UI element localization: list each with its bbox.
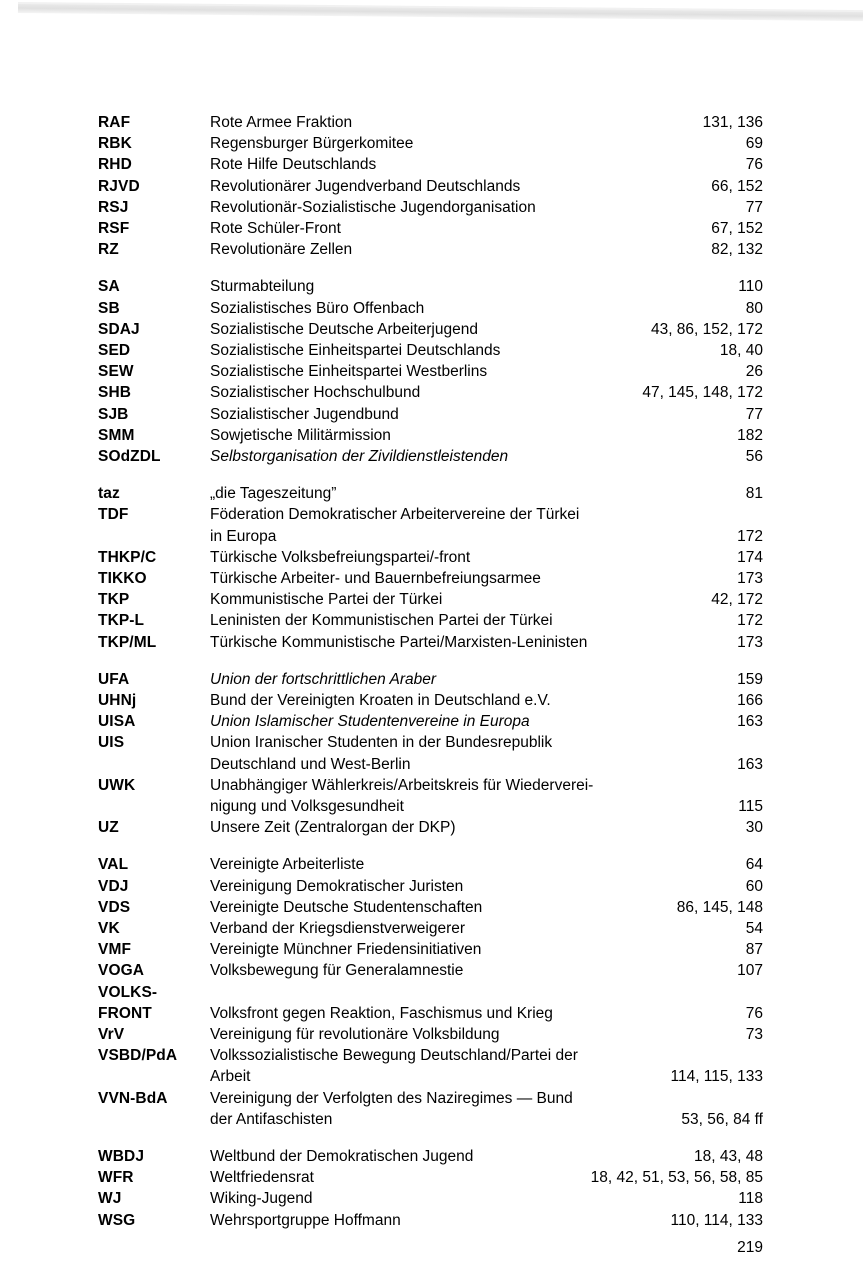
entry-page-numbers: 81 — [745, 485, 763, 503]
entry-abbreviation: SEW — [98, 363, 134, 381]
entry-page-numbers: 66, 152 — [711, 177, 763, 195]
index-entry — [0, 218, 867, 239]
entry-abbreviation: RBK — [98, 135, 132, 153]
entry-page-numbers: 77 — [745, 198, 763, 216]
entry-description: Rote Schüler-Front — [210, 220, 341, 237]
entry-page-numbers: 77 — [745, 405, 763, 423]
entry-description: Sozialistische Deutsche Arbeiterjugend — [210, 320, 478, 338]
entry-abbreviation: TKP — [98, 591, 130, 609]
entry-page-numbers: 159 — [737, 670, 763, 688]
entry-abbreviation: WSG — [98, 1211, 136, 1229]
entry-abbreviation: THKP/C — [98, 548, 157, 566]
entry-abbreviation: SDAJ — [98, 320, 140, 338]
index-entry — [0, 1066, 867, 1087]
index-entry — [0, 589, 867, 610]
entry-abbreviation: VAL — [98, 856, 129, 874]
entry-abbreviation: FRONT — [98, 1004, 152, 1022]
entry-page-numbers: 53, 56, 84 ff — [681, 1110, 763, 1128]
index-entry — [0, 876, 867, 897]
entry-description: Weltbund der Demokratischen Jugend — [210, 1148, 474, 1165]
index-entry — [0, 483, 867, 504]
page-folio: 219 — [737, 1239, 763, 1256]
entry-abbreviation: VK — [98, 920, 120, 937]
entry-description: Vereinigung Demokratischer Juristen — [210, 877, 464, 895]
index-entry — [0, 669, 867, 690]
index-entry — [0, 732, 867, 753]
entry-page-numbers: 67, 152 — [711, 220, 763, 237]
entry-description: Unsere Zeit (Zentralorgan der DKP) — [210, 819, 456, 837]
entry-abbreviation: SMM — [98, 426, 135, 444]
entry-description: in Europa — [210, 527, 277, 545]
entry-page-numbers: 76 — [745, 156, 763, 174]
entry-description: Leninisten der Kommunistischen Partei der Türkei — [210, 612, 553, 630]
scan-edge-band — [18, 4, 863, 21]
index-entry — [0, 133, 867, 154]
index-entry — [0, 897, 867, 918]
entry-description: Deutschland und West-Berlin — [210, 755, 411, 773]
entry-description: Weltfriedensrat — [210, 1169, 314, 1187]
entry-page-numbers: 30 — [745, 819, 763, 837]
index-entry — [0, 610, 867, 631]
entry-description: Sturmabteilung — [210, 278, 315, 296]
index-entry — [0, 568, 867, 589]
entry-description: Union Islamischer Studentenvereine in Europa — [210, 713, 530, 731]
index-entry — [0, 446, 867, 467]
entry-abbreviation: RJVD — [98, 177, 140, 195]
entry-description: Rote Armee Fraktion — [210, 114, 353, 131]
index-entry — [0, 960, 867, 981]
entry-page-numbers: 86, 145, 148 — [676, 898, 763, 916]
index-entry — [0, 197, 867, 218]
index-entry — [0, 1146, 867, 1167]
entry-description: Sozialistischer Hochschulbund — [210, 384, 421, 402]
entry-page-numbers: 172 — [737, 612, 763, 630]
entry-abbreviation: WJ — [98, 1190, 122, 1208]
index-entry — [0, 711, 867, 732]
entry-description: Wiking-Jugend — [210, 1190, 313, 1208]
entry-page-numbers: 56 — [745, 448, 763, 465]
entry-abbreviation: SB — [98, 299, 120, 317]
entry-abbreviation: SED — [98, 342, 131, 359]
entry-abbreviation: SOdZDL — [98, 448, 161, 465]
entry-page-numbers: 60 — [745, 877, 763, 895]
entry-page-numbers: 47, 145, 148, 172 — [642, 384, 763, 402]
entry-page-numbers: 64 — [745, 856, 763, 874]
entry-abbreviation: VDJ — [98, 877, 129, 895]
entry-abbreviation: VDS — [98, 898, 131, 916]
entry-page-numbers: 87 — [745, 941, 763, 959]
entry-page-numbers: 18, 42, 51, 53, 56, 58, 85 — [590, 1169, 763, 1187]
index-entry — [0, 854, 867, 875]
index-entry — [0, 1003, 867, 1024]
entry-page-numbers: 163 — [737, 755, 763, 773]
entry-page-numbers: 80 — [745, 299, 763, 317]
index-entry — [0, 547, 867, 568]
entry-description: Türkische Volksbefreiungspartei/-front — [210, 548, 471, 566]
entry-abbreviation: VSBD/PdA — [98, 1047, 178, 1065]
entry-abbreviation: UWK — [98, 776, 136, 794]
entry-page-numbers: 76 — [745, 1004, 763, 1022]
entry-page-numbers: 82, 132 — [711, 241, 763, 259]
entry-abbreviation: taz — [98, 485, 120, 503]
entry-abbreviation: UIS — [98, 734, 125, 752]
index-entry — [0, 112, 867, 133]
index-entry — [0, 176, 867, 197]
entry-abbreviation: RZ — [98, 241, 119, 259]
entry-abbreviation: VOLKS- — [98, 983, 158, 1001]
entry-description: Volksfront gegen Reaktion, Faschismus und Krieg — [210, 1004, 553, 1022]
entry-page-numbers: 69 — [745, 135, 763, 153]
entry-description: Sozialistischer Jugendbund — [210, 405, 399, 423]
entry-abbreviation: VrV — [98, 1026, 125, 1043]
entry-page-numbers: 26 — [745, 363, 763, 381]
entry-abbreviation: UHNj — [98, 692, 137, 709]
entry-page-numbers: 115 — [738, 798, 763, 815]
entry-description: Sozialistische Einheitspartei Deutschlands — [210, 342, 501, 359]
entry-abbreviation: TKP/ML — [98, 633, 157, 651]
entry-abbreviation: TIKKO — [98, 570, 147, 587]
entry-page-numbers: 18, 40 — [719, 342, 763, 359]
index-entry — [0, 382, 867, 403]
index-entry — [0, 1109, 867, 1130]
index-entry — [0, 1167, 867, 1188]
index-entry — [0, 298, 867, 319]
entry-description: nigung und Volksgesundheit — [210, 798, 404, 815]
entry-description: Vereinigung für revolutionäre Volksbildung — [210, 1026, 500, 1043]
index-entry — [0, 319, 867, 340]
entry-abbreviation: VMF — [98, 941, 132, 959]
entry-description: Volksbewegung für Generalamnestie — [210, 962, 464, 980]
entry-description: Sowjetische Militärmission — [210, 426, 391, 444]
index-entry — [0, 1210, 867, 1231]
index-entry — [0, 1188, 867, 1209]
index-entry — [0, 1024, 867, 1045]
entry-description: Regensburger Bürgerkomitee — [210, 135, 414, 153]
entry-description: Union der fortschrittlichen Araber — [210, 670, 436, 688]
entry-page-numbers: 166 — [737, 692, 763, 709]
index-entry — [0, 504, 867, 525]
entry-description: Rote Hilfe Deutschlands — [210, 156, 377, 174]
index-entry — [0, 154, 867, 175]
entry-abbreviation: RHD — [98, 156, 132, 174]
index-entry — [0, 982, 867, 1003]
entry-page-numbers: 114, 115, 133 — [670, 1068, 763, 1086]
entry-abbreviation: TKP-L — [98, 612, 145, 630]
entry-page-numbers: 182 — [737, 426, 763, 444]
index-entry — [0, 404, 867, 425]
scan-edge-band-light — [18, 2, 863, 14]
entry-description: Türkische Arbeiter- und Bauernbefreiungsarmee — [210, 570, 541, 587]
index-entry — [0, 361, 867, 382]
index-entry — [0, 340, 867, 361]
entry-abbreviation: SA — [98, 278, 120, 296]
entry-page-numbers: 43, 86, 152, 172 — [650, 320, 763, 338]
entry-abbreviation: SHB — [98, 384, 132, 402]
index-entry — [0, 939, 867, 960]
index-entry — [0, 817, 867, 838]
entry-description: Föderation Demokratischer Arbeitervereine der Türkei — [210, 506, 580, 524]
entry-abbreviation: RSJ — [98, 198, 129, 216]
entry-description: Vereinigung der Verfolgten des Naziregimes — Bund — [210, 1089, 573, 1107]
entry-description: Vereinigte Deutsche Studentenschaften — [210, 898, 483, 916]
index-entry — [0, 632, 867, 653]
entry-abbreviation: WBDJ — [98, 1148, 145, 1165]
entry-page-numbers: 110 — [738, 278, 763, 296]
entry-description: Verband der Kriegsdienstverweigerer — [210, 920, 466, 937]
entry-page-numbers: 163 — [737, 713, 763, 731]
entry-page-numbers: 172 — [737, 527, 763, 545]
index-entry — [0, 754, 867, 775]
entry-abbreviation: SJB — [98, 405, 129, 423]
entry-description: „die Tageszeitung” — [210, 485, 337, 503]
entry-description: Unabhängiger Wählerkreis/Arbeitskreis für Wiederverei- — [210, 776, 594, 794]
index-entry — [0, 425, 867, 446]
entry-description: Revolutionäre Zellen — [210, 241, 353, 259]
entry-abbreviation: VOGA — [98, 962, 145, 980]
entry-page-numbers: 131, 136 — [702, 114, 763, 131]
entry-abbreviation: WFR — [98, 1169, 134, 1187]
index-entry — [0, 775, 867, 796]
entry-description: Revolutionär-Sozialistische Jugendorganisation — [210, 198, 536, 216]
entry-description: Sozialistisches Büro Offenbach — [210, 299, 425, 317]
entry-description: Bund der Vereinigten Kroaten in Deutschland e.V. — [210, 692, 551, 709]
index-entry — [0, 239, 867, 260]
entry-description: Revolutionärer Jugendverband Deutschlands — [210, 177, 521, 195]
entry-abbreviation: RAF — [98, 114, 131, 131]
entry-abbreviation: UFA — [98, 670, 130, 688]
entry-page-numbers: 118 — [738, 1190, 763, 1208]
entry-abbreviation: UISA — [98, 713, 136, 731]
index-entry — [0, 1088, 867, 1109]
index-entry — [0, 796, 867, 817]
entry-page-numbers: 18, 43, 48 — [694, 1148, 763, 1165]
entry-abbreviation: TDF — [98, 506, 129, 524]
entry-abbreviation: VVN-BdA — [98, 1089, 168, 1107]
entry-description: Vereinigte Münchner Friedensinitiativen — [210, 941, 482, 959]
index-entry — [0, 526, 867, 547]
entry-description: der Antifaschisten — [210, 1110, 333, 1128]
entry-description: Türkische Kommunistische Partei/Marxisten-Leninisten — [210, 633, 588, 651]
entry-page-numbers: 173 — [737, 633, 763, 651]
entry-page-numbers: 73 — [745, 1026, 763, 1043]
index-entry — [0, 690, 867, 711]
entry-description: Arbeit — [210, 1068, 251, 1086]
entry-description: Volkssozialistische Bewegung Deutschland/Partei der — [210, 1047, 578, 1065]
entry-page-numbers: 54 — [745, 920, 763, 937]
entry-description: Vereinigte Arbeiterliste — [210, 856, 365, 874]
entry-description: Sozialistische Einheitspartei Westberlins — [210, 363, 488, 381]
entry-description: Wehrsportgruppe Hoffmann — [210, 1211, 401, 1229]
index-entry — [0, 276, 867, 297]
entry-description: Union Iranischer Studenten in der Bundesrepublik — [210, 734, 553, 752]
entry-description: Selbstorganisation der Zivildienstleistenden — [210, 448, 509, 465]
scan-edge-artifact — [0, 0, 867, 30]
entry-abbreviation: UZ — [98, 819, 119, 837]
entry-page-numbers: 173 — [737, 570, 763, 587]
entry-page-numbers: 107 — [737, 962, 763, 980]
entry-page-numbers: 174 — [737, 548, 763, 566]
entry-page-numbers: 110, 114, 133 — [670, 1211, 763, 1229]
entry-abbreviation: RSF — [98, 220, 130, 237]
entry-description: Kommunistische Partei der Türkei — [210, 591, 443, 609]
entry-page-numbers: 42, 172 — [711, 591, 763, 609]
index-entry — [0, 918, 867, 939]
index-entry — [0, 1045, 867, 1066]
